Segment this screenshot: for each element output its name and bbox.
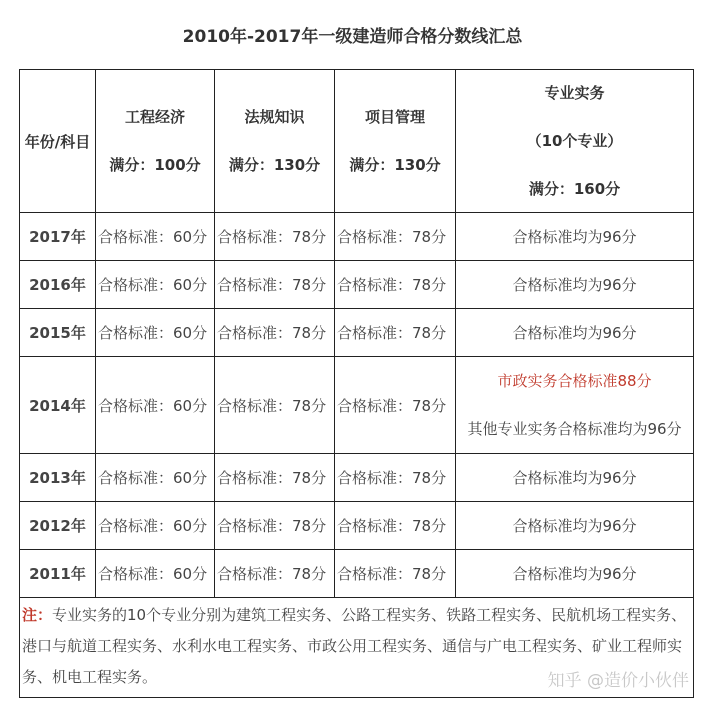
note-text: 专业实务的10个专业分别为建筑工程实务、公路工程实务、铁路工程实务、民航机场工程实务、港口与航道工程实务、水利水电工程实务、市政公用工程实务、通信与广电工程实务、矿业工程师实务、机电工程实务。 [22, 606, 687, 686]
practice-cell: 合格标准均为96分 [456, 550, 694, 598]
note-row [20, 598, 694, 698]
law-cell: 合格标准：78分 [215, 261, 335, 309]
management-cell: 合格标准：78分 [335, 357, 456, 454]
table-row [20, 550, 694, 598]
header-practice-name: 专业实务 [544, 84, 605, 102]
header-practice-full-score: 满分：160分 [528, 180, 621, 198]
management-cell: 合格标准：78分 [335, 502, 456, 550]
header-law [215, 70, 335, 213]
note-label: 注： [22, 606, 53, 624]
economics-cell: 合格标准：60分 [96, 550, 215, 598]
law-cell: 合格标准：78分 [215, 357, 335, 454]
page-title: 2010年-2017年一级建造师合格分数线汇总 [182, 27, 523, 47]
practice-cell [456, 357, 694, 454]
economics-cell: 合格标准：60分 [96, 454, 215, 502]
table-header-row [20, 70, 694, 213]
table-row [20, 502, 694, 550]
practice-cell: 合格标准均为96分 [456, 309, 694, 357]
header-economics [96, 70, 215, 213]
economics-cell: 合格标准：60分 [96, 502, 215, 550]
table-row [20, 213, 694, 261]
practice-cell: 合格标准均为96分 [456, 261, 694, 309]
table-row [20, 309, 694, 357]
header-law-full-score: 满分：130分 [228, 156, 321, 174]
law-cell: 合格标准：78分 [215, 502, 335, 550]
law-cell: 合格标准：78分 [215, 213, 335, 261]
header-practice [456, 70, 694, 213]
municipal-practice-note: 市政实务合格标准88分 [497, 372, 652, 390]
zhihu-watermark: 知乎 @造价小伙伴 [547, 671, 689, 691]
management-cell: 合格标准：78分 [335, 454, 456, 502]
year-cell: 2011年 [20, 550, 96, 598]
header-practice-sub: （10个专业） [526, 132, 623, 150]
year-cell: 2015年 [20, 309, 96, 357]
header-management-full-score: 满分：130分 [349, 156, 441, 174]
header-year-subject: 年份/科目 [20, 70, 96, 213]
header-law-name: 法规知识 [244, 108, 305, 126]
header-management-name: 项目管理 [364, 108, 425, 126]
year-cell: 2012年 [20, 502, 96, 550]
law-cell: 合格标准：78分 [215, 309, 335, 357]
practice-cell: 合格标准均为96分 [456, 454, 694, 502]
management-cell: 合格标准：78分 [335, 261, 456, 309]
management-cell: 合格标准：78分 [335, 309, 456, 357]
practice-cell: 合格标准均为96分 [456, 502, 694, 550]
year-cell: 2013年 [20, 454, 96, 502]
economics-cell: 合格标准：60分 [96, 309, 215, 357]
law-cell: 合格标准：78分 [215, 454, 335, 502]
management-cell: 合格标准：78分 [335, 213, 456, 261]
practice-cell: 合格标准均为96分 [456, 213, 694, 261]
economics-cell: 合格标准：60分 [96, 261, 215, 309]
management-cell: 合格标准：78分 [335, 550, 456, 598]
passing-score-table [19, 69, 694, 698]
year-cell: 2017年 [20, 213, 96, 261]
economics-cell: 合格标准：60分 [96, 213, 215, 261]
law-cell: 合格标准：78分 [215, 550, 335, 598]
table-row [20, 454, 694, 502]
header-management [335, 70, 456, 213]
note-cell [20, 598, 694, 698]
table-row [20, 357, 694, 454]
year-cell: 2016年 [20, 261, 96, 309]
table-row [20, 261, 694, 309]
other-practice-note: 其他专业实务合格标准均为96分 [467, 420, 682, 438]
header-economics-name: 工程经济 [124, 108, 185, 126]
year-cell: 2014年 [20, 357, 96, 454]
economics-cell: 合格标准：60分 [96, 357, 215, 454]
header-economics-full-score: 满分：100分 [109, 156, 201, 174]
